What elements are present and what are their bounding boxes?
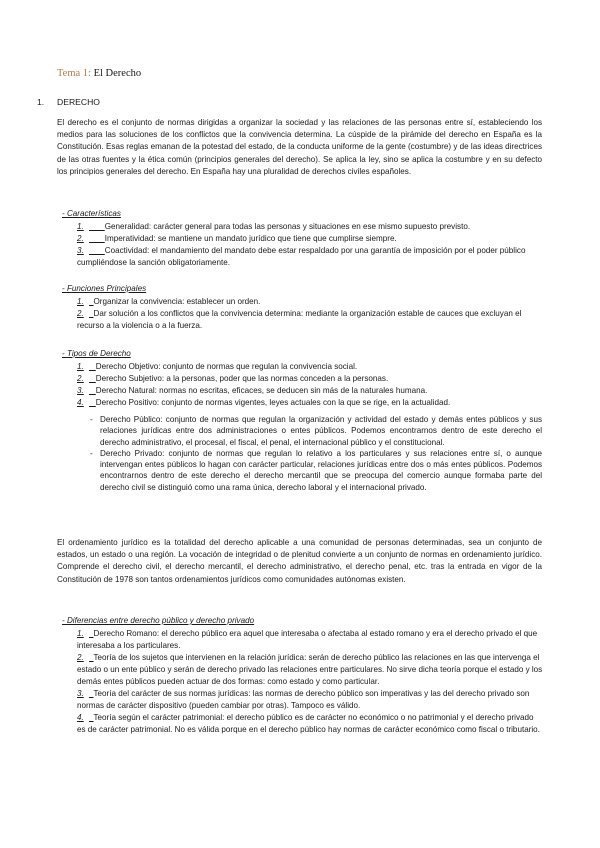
characteristics-list bbox=[77, 221, 543, 269]
list-item: 1. Organizar la convivencia: establecer un orden. bbox=[77, 297, 261, 306]
heading-number: 1. bbox=[37, 97, 45, 107]
list-item: 2. Teoría de los sujetos que intervienen en la relación jurídica: serán de derecho público las relaciones en las que intervenga el estado o un ente público y serán de derecho privado las relaciones entre particulares. No sirve dicha teoría porque el estado y los demás entes públicos pueden actuar de dos formas: como estado y como particular. bbox=[77, 653, 543, 686]
list-item: 2. Derecho Subjetivo: a la personas, poder que las normas conceden a la personas. bbox=[77, 374, 389, 383]
functions-list bbox=[77, 296, 543, 332]
list-item: - Derecho Público: conjunto de normas que regulan la organización y actividad del estado y demás entes públicos y sus relaciones jurídicas entre dos administraciones o entes públicos. Podemos encontrarnos dentro de este derecho el derecho administrativo, el procesal, el fiscal, el penal, el internacional público y el constitucional. bbox=[90, 414, 542, 448]
list-item: 3. Derecho Natural: normas no escritas, eficaces, se deducen sin más de la naturales humana. bbox=[77, 386, 428, 395]
title-text: El Derecho bbox=[93, 68, 142, 79]
ordenamiento-paragraph: El ordenamiento jurídico es la totalidad del derecho aplicable a una comunidad de personas determinadas, sea un conjunto de estados, un estado o una región. La vocación de integridad o de plenitud convierte a un conjunto de normas en ordenamiento jurídico. Comprende el derecho civil, el derecho mercantil, el derecho administrativo, el derecho penal, etc. tras la entrada en vigor de la Constitución de 1978 son tantos ordenamientos jurídicos como comunidades autónomas existen. bbox=[57, 538, 542, 584]
list-item: 1. Derecho Objetivo: conjunto de normas que regulan la convivencia social. bbox=[77, 362, 358, 371]
heading-text: DERECHO bbox=[57, 97, 100, 107]
page-title bbox=[57, 68, 141, 79]
list-item: - Derecho Privado: conjunto de normas que regulan lo relativo a los particulares y sus relaciones entre sí, o aunque intervengan entes públicos lo hagan con carácter particular, relaciones jurídicas entre dos o más entes públicos. Podemos encontrarnos dentro de este derecho el derecho mercantil que se preocupa del comercio aunque formaba parte del derecho civil se distinguió como una rama única, derecho laboral y el internacional privado. bbox=[90, 448, 542, 493]
title-label: Tema 1: bbox=[57, 68, 91, 79]
types-list bbox=[77, 361, 543, 409]
list-item: 1. Derecho Romano: el derecho público era aquel que interesaba o afectaba al estado romano y era el derecho privado el que interesaba a los particulares. bbox=[77, 629, 538, 650]
list-item: 2. Imperatividad: se mantiene un mandato jurídico que tiene que cumplirse siempre. bbox=[77, 234, 397, 243]
intro-paragraph: El derecho es el conjunto de normas dirigidas a organizar la sociedad y las relaciones de las personas entre sí, estableciendo los medios para las soluciones de los conflictos que la convivencia determina. La cúspide de la pirámide del derecho en España es la Constitución. Esas reglas emanan de la potestad del estado, de la conducta uniforme de la gente (costumbre) y de las ideas directrices de las otras fuentes y la ética común (principios generales del derecho). Se aplica la ley, sino se aplica la costumbre y en su defecto los principios generales del derecho. En España hay una pluralidad de derechos civiles españoles. bbox=[57, 118, 543, 176]
law-types-bullets bbox=[90, 414, 542, 493]
subsection-heading: - Diferencias entre derecho público y derecho privado bbox=[62, 616, 255, 625]
subsection-heading: - Características bbox=[62, 209, 121, 218]
differences-list bbox=[77, 628, 543, 736]
list-item: 4. Derecho Positivo: conjunto de normas vigentes, leyes actuales con la que se rige, en la actualidad. bbox=[77, 398, 451, 407]
list-item: 3. Coactividad: el mandamiento del mandato debe estar respaldado por una garantía de imposición por el poder público cumpliéndose la sanción obligatoriamente. bbox=[77, 246, 526, 267]
section-heading bbox=[37, 97, 100, 107]
subsection-heading: - Funciones Principales bbox=[62, 284, 147, 293]
subsection-heading: - Tipos de Derecho bbox=[62, 349, 131, 358]
list-item: 1. Generalidad: carácter general para todas las personas y situaciones en ese mismo supuesto previsto. bbox=[77, 222, 471, 231]
list-item: 4. Teoría según el carácter patrimonial: el derecho público es de carácter no económico o no patrimonial y el derecho privado es de carácter patrimonial. No es válida porque en el derecho público hay normas de carácter económico como fiscal o tributario. bbox=[77, 713, 540, 734]
list-item: 2. Dar solución a los conflictos que la convivencia determina: mediante la organización estable de cauces que excluyan el recurso a la violencia o a la fuerza. bbox=[77, 309, 522, 330]
list-item: 3. Teoría del carácter de sus normas jurídicas: las normas de derecho público son imperativas y las del derecho privado son normas de carácter dispositivo (pueden cambiar por otras). Tampoco es válido. bbox=[77, 689, 530, 710]
